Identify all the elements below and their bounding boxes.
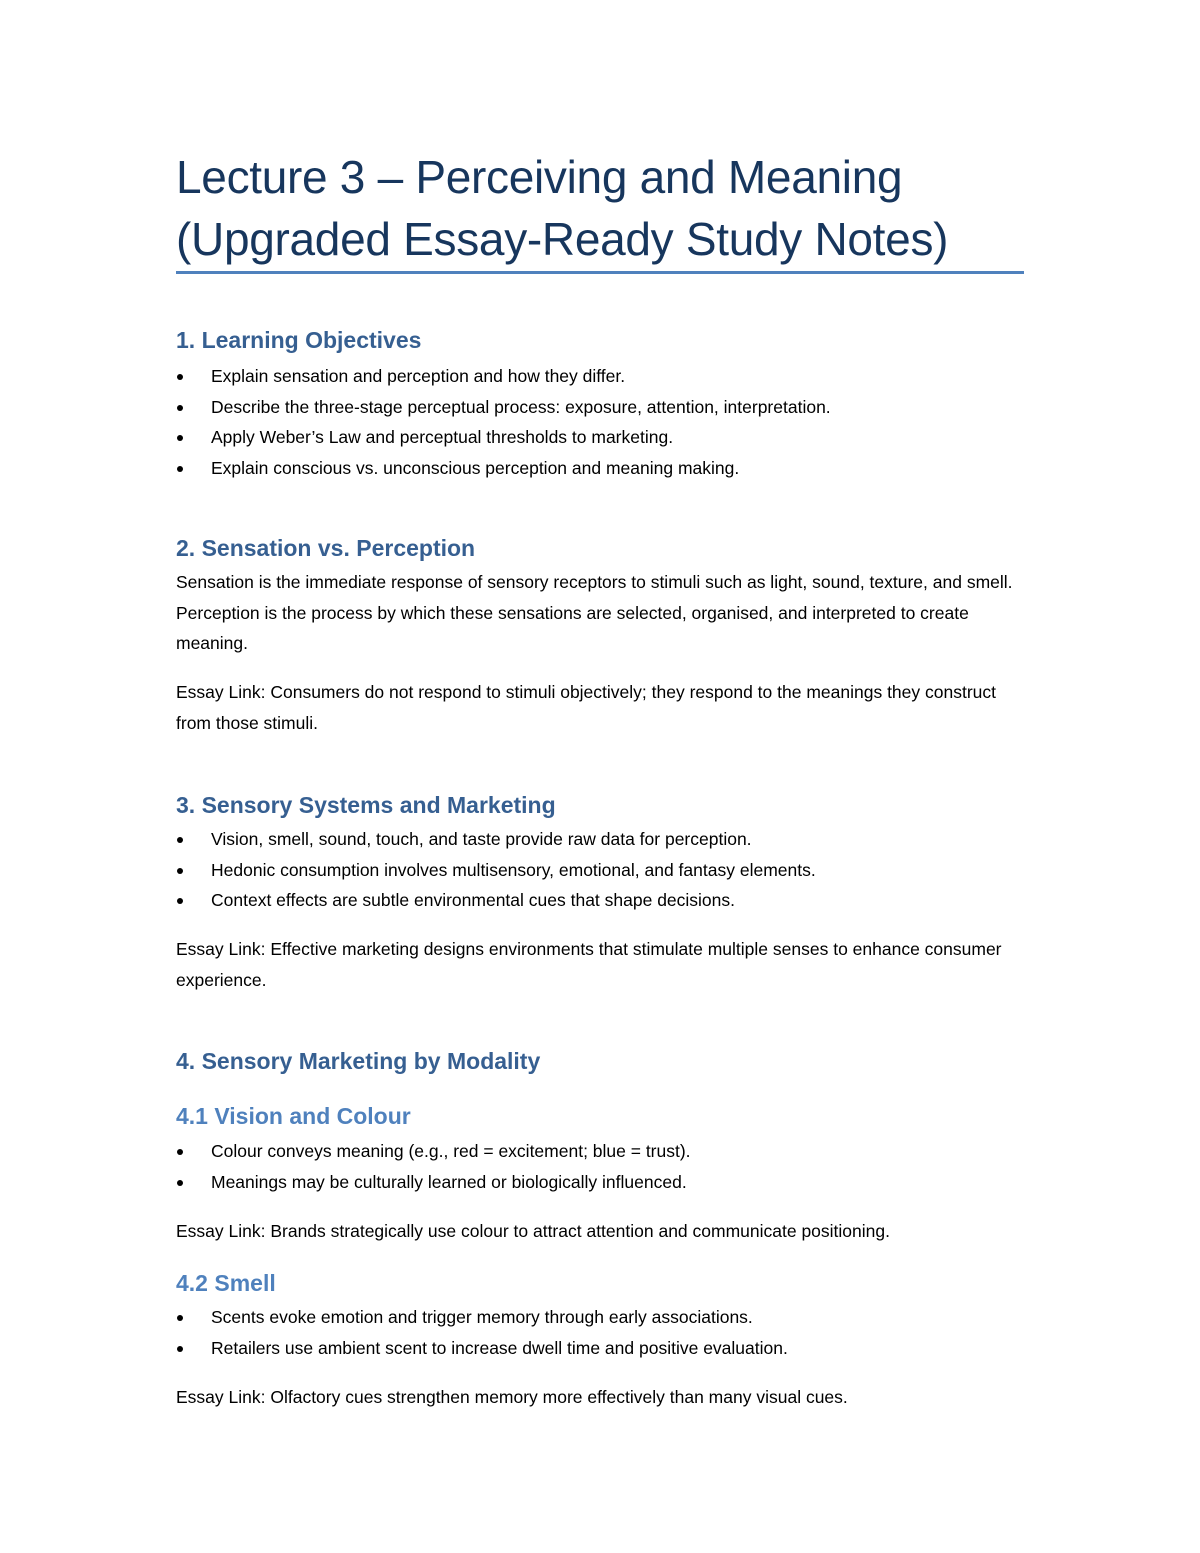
bullet-icon: [177, 374, 183, 380]
document-title: [176, 146, 1024, 270]
bullet-icon: [177, 1149, 183, 1155]
objectives-list: [176, 361, 831, 483]
list-item: Apply Weber’s Law and perceptual thresholds to marketing.: [176, 422, 831, 453]
heading-sensory-marketing-modality: 4. Sensory Marketing by Modality: [176, 1048, 541, 1074]
heading-learning-objectives: 1. Learning Objectives: [176, 327, 422, 353]
heading-sensory-systems: 3. Sensory Systems and Marketing: [176, 792, 556, 818]
bullet-icon: [177, 1180, 183, 1186]
list-item: Context effects are subtle environmental cues that shape decisions.: [176, 885, 816, 916]
sensory-systems-essay-link: Essay Link: Effective marketing designs environments that stimulate multiple senses to enhance consumer experience.: [176, 939, 1002, 990]
vision-essay-link: Essay Link: Brands strategically use colour to attract attention and communicate positioning.: [176, 1221, 890, 1241]
smell-essay-link: Essay Link: Olfactory cues strengthen memory more effectively than many visual cues.: [176, 1387, 848, 1407]
vision-list: [176, 1136, 691, 1197]
title-line-1: Lecture 3 – Perceiving and Meaning: [176, 151, 903, 203]
list-item: Meanings may be culturally learned or biologically influenced.: [176, 1167, 691, 1198]
list-item: Explain conscious vs. unconscious perception and meaning making.: [176, 453, 831, 484]
sensation-paragraph: Sensation is the immediate response of sensory receptors to stimuli such as light, sound, texture, and smell. Perception is the process by which these sensations are selected, organised, and interpreted to create meaning.: [176, 572, 1013, 653]
bullet-icon: [177, 1315, 183, 1321]
title-underline: [176, 271, 1024, 274]
smell-list: [176, 1302, 788, 1363]
list-item: Hedonic consumption involves multisensory, emotional, and fantasy elements.: [176, 855, 816, 886]
sensation-essay-link: Essay Link: Consumers do not respond to stimuli objectively; they respond to the meanings they construct from those stimuli.: [176, 682, 997, 733]
heading-vision-colour: 4.1 Vision and Colour: [176, 1103, 411, 1129]
title-line-2: (Upgraded Essay-Ready Study Notes): [176, 213, 949, 265]
list-item: Vision, smell, sound, touch, and taste provide raw data for perception.: [176, 824, 816, 855]
heading-smell: 4.2 Smell: [176, 1270, 276, 1296]
bullet-icon: [177, 868, 183, 874]
list-item: Explain sensation and perception and how they differ.: [176, 361, 831, 392]
sensory-systems-list: [176, 824, 816, 916]
heading-sensation-vs-perception: 2. Sensation vs. Perception: [176, 535, 476, 561]
list-item: Colour conveys meaning (e.g., red = excitement; blue = trust).: [176, 1136, 691, 1167]
bullet-icon: [177, 837, 183, 843]
list-item: Describe the three-stage perceptual process: exposure, attention, interpretation.: [176, 392, 831, 423]
bullet-icon: [177, 405, 183, 411]
bullet-icon: [177, 435, 183, 441]
list-item: Retailers use ambient scent to increase dwell time and positive evaluation.: [176, 1333, 788, 1364]
bullet-icon: [177, 898, 183, 904]
bullet-icon: [177, 1346, 183, 1352]
bullet-icon: [177, 466, 183, 472]
list-item: Scents evoke emotion and trigger memory through early associations.: [176, 1302, 788, 1333]
